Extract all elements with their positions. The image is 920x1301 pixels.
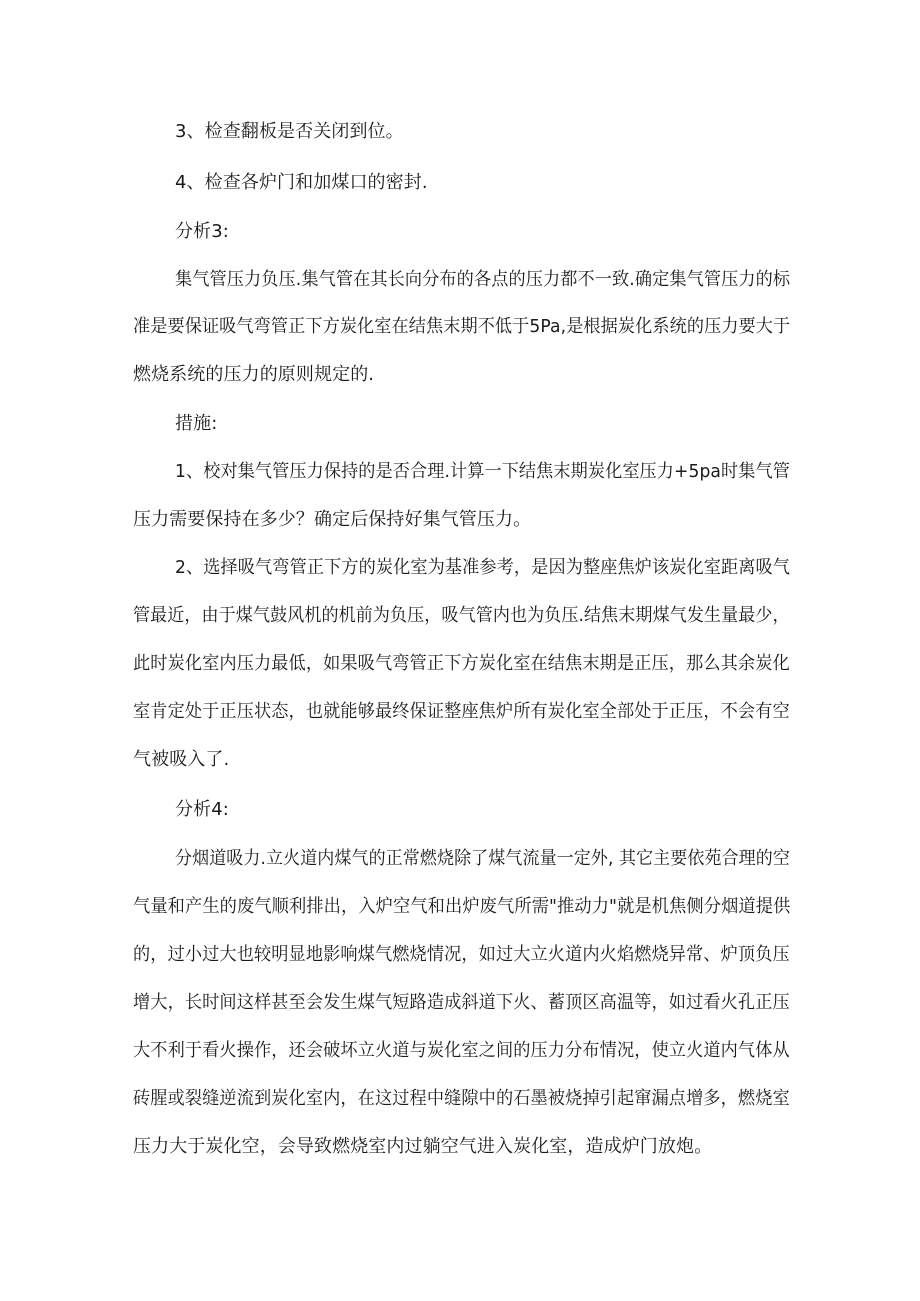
analysis-4-line-4: 增大，长时间这样甚至会发生煤气短路造成斜道下火、蓄顶区高温等，如过看火孔正压 <box>133 992 790 1013</box>
analysis-3-heading: 分析3: <box>175 221 229 242</box>
analysis-4-line-1: 分烟道吸力.立火道内煤气的正常燃烧除了煤气流量一定外, 其它主要依苑合理的空 <box>175 848 790 869</box>
analysis-4-heading: 分析4: <box>175 799 229 820</box>
measure-2-line-5: 气被吸入了. <box>133 749 230 770</box>
analysis-3-line-1: 集气管压力负压.集气管在其长向分布的各点的压力都不一致.确定集气管压力的标 <box>175 269 791 290</box>
measure-2-line-3: 此时炭化室内压力最低，如果吸气弯管正下方炭化室在结焦末期是正压，那么其余炭化 <box>133 653 790 674</box>
analysis-4-line-3: 的，过小过大也较明显地影响煤气燃烧情况，如过大立火道内火焰燃烧异常、炉顶负压 <box>133 944 790 965</box>
analysis-4-line-7: 压力大于炭化空，会导致燃烧室内过躺空气进入炭化室，造成炉门放炮。 <box>133 1136 713 1157</box>
measure-1-line-2: 压力需要保持在多少？确定后保持好集气管压力。 <box>133 509 532 530</box>
analysis-4-line-2: 气量和产生的废气顺利排出，入炉空气和出炉废气所需"推动力"就是机焦侧分烟道提供 <box>133 896 791 917</box>
check-item-4: 4、检查各炉门和加煤口的密封. <box>175 172 428 193</box>
measure-2-line-2: 管最近，由于煤气鼓风机的机前为负压，吸气管内也为负压.结焦末期煤气发生量最少， <box>133 605 790 626</box>
measures-heading: 措施: <box>175 413 218 434</box>
check-item-3: 3、检查翻板是否关闭到位。 <box>175 121 404 142</box>
measure-2-line-4: 室肯定处于正压状态，也就能够最终保证整座焦炉所有炭化室全部处于正压，不会有空 <box>133 701 790 722</box>
analysis-3-line-2: 准是要保证吸气弯管正下方炭化室在结焦末期不低于5Pa,是根据炭化系统的压力要大于 <box>133 316 791 337</box>
analysis-3-line-3: 燃烧系统的压力的原则规定的. <box>133 364 375 385</box>
measure-1-line-1: 1、校对集气管压力保持的是否合理.计算一下结焦末期炭化室压力+5pa时集气管 <box>175 461 790 482</box>
measure-2-line-1: 2、选择吸气弯管正下方的炭化室为基准参考，是因为整座焦炉该炭化室距离吸气 <box>175 557 791 578</box>
analysis-4-line-5: 大不利于看火操作，还会破坏立火道与炭化室之间的压力分布情况，使立火道内气体从 <box>133 1040 790 1061</box>
analysis-4-line-6: 砖腥或裂缝逆流到炭化室内，在这过程中缝隙中的石墨被烧掉引起窜漏点增多，燃烧室 <box>133 1088 790 1109</box>
